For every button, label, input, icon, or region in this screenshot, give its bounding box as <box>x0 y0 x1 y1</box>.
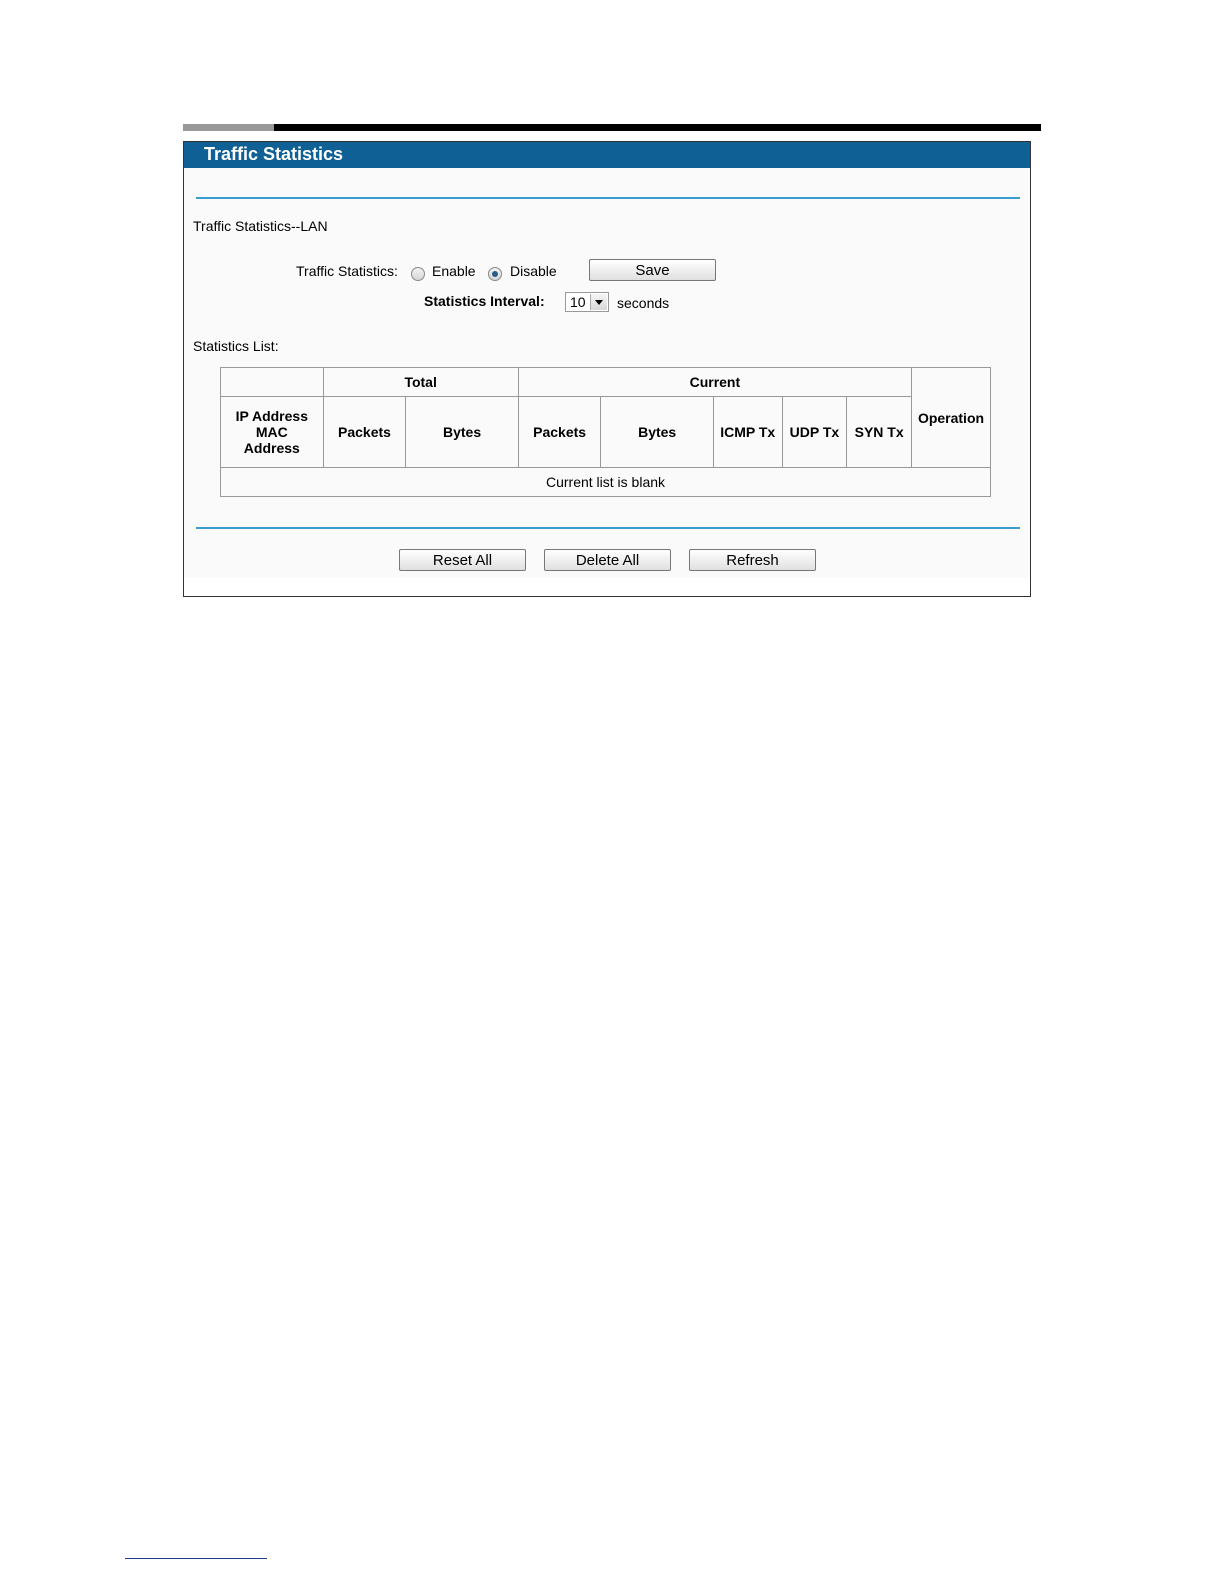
delete-all-button[interactable]: Delete All <box>544 549 671 571</box>
panel-header <box>184 142 1030 168</box>
save-button[interactable]: Save <box>589 259 716 281</box>
interval-value: 10 <box>570 294 586 310</box>
reset-all-button[interactable]: Reset All <box>399 549 526 571</box>
top-rule <box>183 124 1041 131</box>
interval-select[interactable] <box>565 292 609 312</box>
empty-list-message: Current list is blank <box>221 468 991 497</box>
table-header-udp-tx: UDP Tx <box>782 397 847 468</box>
section-title: Traffic Statistics--LAN <box>193 218 328 234</box>
footer-underline <box>125 1558 267 1559</box>
panel-title: Traffic Statistics <box>204 144 344 164</box>
refresh-button[interactable]: Refresh <box>689 549 816 571</box>
table-header-icmp-tx: ICMP Tx <box>713 397 782 468</box>
statistics-interval-label: Statistics Interval: <box>424 293 545 309</box>
table-header-total: Total <box>323 368 518 397</box>
table-header-syn-tx: SYN Tx <box>847 397 912 468</box>
panel-body <box>184 142 1030 578</box>
enable-label: Enable <box>432 263 476 279</box>
disable-label: Disable <box>510 263 557 279</box>
table-header-current-bytes: Bytes <box>601 397 713 468</box>
table-header-total-bytes: Bytes <box>406 397 518 468</box>
statistics-list-label: Statistics List: <box>193 338 279 354</box>
table-row <box>221 468 991 497</box>
table-header-ip-mac <box>221 397 324 468</box>
table-header-current: Current <box>518 368 911 397</box>
table-group-header-row <box>221 368 991 397</box>
traffic-statistics-label: Traffic Statistics: <box>296 263 398 279</box>
top-rule-accent <box>183 124 274 131</box>
interval-unit: seconds <box>617 295 670 311</box>
table-header-total-packets: Packets <box>323 397 406 468</box>
table-column-header-row <box>221 397 991 468</box>
table-header-current-packets: Packets <box>518 397 601 468</box>
traffic-statistics-panel <box>183 141 1031 597</box>
statistics-table <box>220 367 991 497</box>
table-header-operation: Operation <box>912 368 991 468</box>
chevron-down-icon[interactable] <box>590 294 607 310</box>
bottom-divider <box>196 527 1020 529</box>
disable-radio[interactable] <box>488 267 502 281</box>
header-ip-address: IP Address <box>235 408 308 424</box>
header-address: Address <box>243 440 300 456</box>
enable-radio[interactable] <box>411 267 425 281</box>
table-header-blank <box>221 368 324 397</box>
header-mac: MAC <box>255 424 288 440</box>
top-divider <box>196 197 1020 199</box>
